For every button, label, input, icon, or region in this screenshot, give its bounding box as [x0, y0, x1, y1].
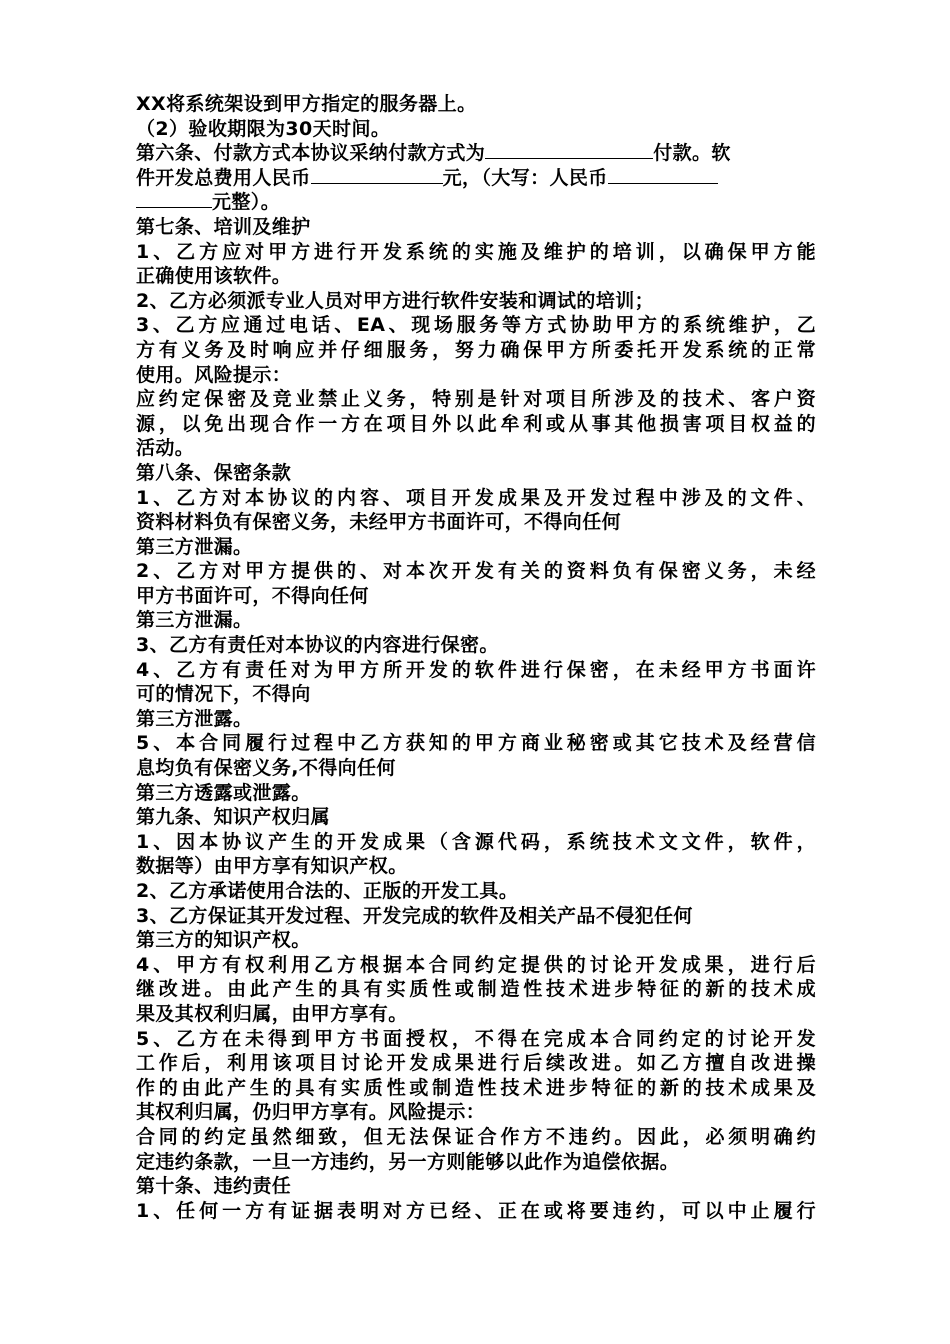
text-line: 1、乙方应对甲方进行开发系统的实施及维护的培训，以确保甲方能	[136, 240, 816, 263]
text-line: 5、乙方在未得到甲方书面授权，不得在完成本合同约定的讨论开发	[136, 1027, 816, 1050]
text-line: 可的情况下，不得向	[136, 683, 311, 706]
text-line: 2、乙方对甲方提供的、对本次开发有关的资料负有保密义务，未经	[136, 560, 816, 583]
text-line: （2）验收期限为30天时间。	[136, 117, 391, 140]
text-line: 2、乙方承诺使用合法的、正版的开发工具。	[136, 880, 519, 902]
text-line: 方有义务及时响应并仔细服务，努力确保甲方所委托开发系统的正常	[136, 338, 816, 361]
text-line: 其权利归属，仍归甲方享有。风险提示：	[136, 1101, 486, 1124]
text-line: 应约定保密及竞业禁止义务，特别是针对项目所涉及的技术、客户资	[136, 388, 816, 411]
text-line: 数据等）由甲方享有知识产权。	[136, 855, 408, 878]
text-line: 3、乙方有责任对本协议的内容进行保密。	[136, 634, 499, 657]
payment-method-blank	[485, 141, 653, 159]
text-line: 息均负有保密义务,不得向任何	[136, 757, 396, 780]
text-line: 1、任何一方有证据表明对方已经、正在或将要违约，可以中止履行	[136, 1199, 816, 1222]
text-line: XX将系统架设到甲方指定的服务器上。	[136, 93, 477, 115]
text-line: 甲方书面许可，不得向任何	[136, 584, 369, 607]
section-heading: 第八条、保密条款	[136, 461, 292, 484]
text-line: 5、本合同履行过程中乙方获知的甲方商业秘密或其它技术及经营信	[136, 732, 816, 755]
text-line: 继改进。由此产生的具有实质性或制造性技术进步特征的新的技术成	[136, 978, 816, 1001]
text-line: 正确使用该软件。	[136, 265, 292, 288]
text-line: 4、乙方有责任对为甲方所开发的软件进行保密，在未经甲方书面许	[136, 658, 816, 681]
text-line: 资料材料负有保密义务，未经甲方书面许可，不得向任何	[136, 511, 622, 534]
text-line: 第三方透露或泄露。	[136, 781, 311, 804]
text-line	[136, 166, 816, 191]
section-heading: 第七条、培训及维护	[136, 215, 311, 238]
section-heading: 第九条、知识产权归属	[136, 806, 331, 829]
text-line: 活动。	[136, 437, 195, 460]
line-text: 元整）。	[212, 191, 281, 214]
text-line: 2、乙方必须派专业人员对甲方进行软件安装和调试的培训；	[136, 289, 655, 312]
total-fee-blank	[311, 166, 443, 184]
section-heading: 第十条、违约责任	[136, 1175, 292, 1198]
text-line	[136, 141, 816, 166]
fee-uppercase-blank	[608, 166, 718, 184]
line-text: 元，（大写：人民币	[442, 166, 608, 189]
text-line: 1、乙方对本协议的内容、项目开发成果及开发过程中涉及的文件、	[136, 486, 816, 509]
text-line: 源，以免出现合作一方在项目外以此牟利或从事其他损害项目权益的	[136, 412, 816, 435]
text-line: 4、甲方有权利用乙方根据本合同约定提供的讨论开发成果，进行后	[136, 953, 816, 976]
text-line	[136, 190, 816, 215]
text-line: 3、乙方应通过电话、EA、现场服务等方式协助甲方的系统维护，乙	[136, 314, 816, 337]
line-text: 付款。软	[653, 142, 731, 165]
fee-uppercase-blank-cont	[136, 190, 212, 208]
text-line: 第三方泄漏。	[136, 535, 253, 558]
text-line: 作的由此产生的具有实质性或制造性技术进步特征的新的技术成果及	[136, 1076, 816, 1099]
document-page	[136, 92, 816, 1223]
text-line: 第三方泄露。	[136, 707, 253, 730]
text-line: 使用。风险提示：	[136, 363, 292, 386]
text-line: 3、乙方保证其开发过程、开发完成的软件及相关产品不侵犯任何	[136, 904, 693, 927]
text-line: 第三方的知识产权。	[136, 929, 311, 952]
text-line: 1、因本协议产生的开发成果（含源代码，系统技术文文件，软件，	[136, 830, 816, 853]
line-text: 件开发总费用人民币	[136, 166, 311, 189]
line-text: 第六条、付款方式本协议采纳付款方式为	[136, 142, 486, 165]
text-line: 第三方泄漏。	[136, 609, 253, 632]
text-line: 工作后，利用该项目讨论开发成果进行后续改进。如乙方擅自改进操	[136, 1052, 816, 1075]
text-line: 合同的约定虽然细致，但无法保证合作方不违约。因此，必须明确约	[136, 1125, 816, 1148]
text-line: 定违约条款，一旦一方违约，另一方则能够以此作为追偿依据。	[136, 1150, 680, 1173]
text-line: 果及其权利归属，由甲方享有。	[136, 1002, 408, 1025]
